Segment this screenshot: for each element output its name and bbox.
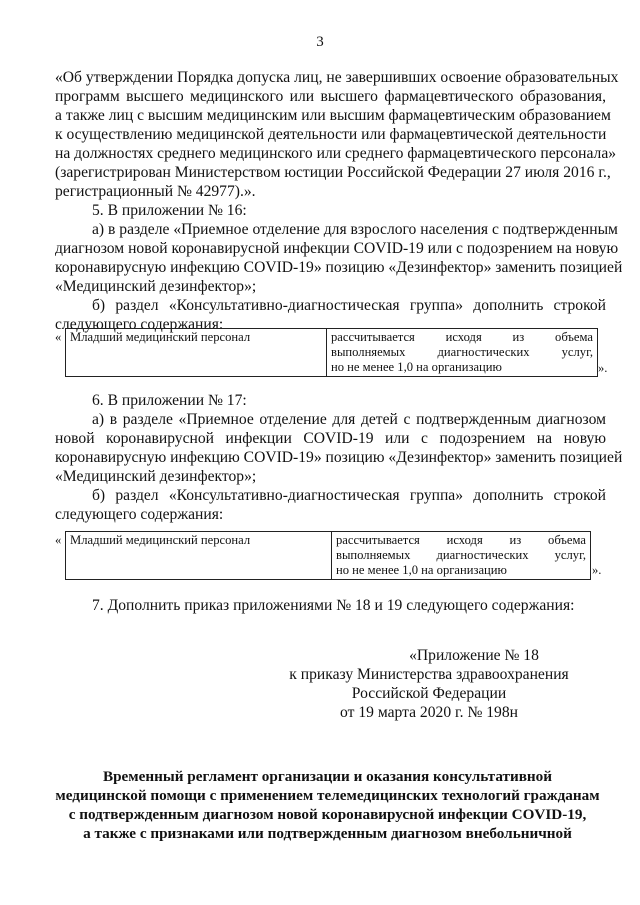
appendix-number: «Приложение № 18 — [409, 647, 539, 664]
table-cell-position: Младший медицинский персонал — [66, 532, 332, 579]
table-cell-position: Младший медицинский персонал — [66, 329, 327, 376]
title-line: медицинской помощи с применением телемедицинских технологий гражданам — [55, 787, 600, 804]
text-line: коронавирусную инфекцию COVID-19» позицию «Дезинфектор» заменить позицией — [55, 259, 623, 276]
close-quote: ». — [592, 563, 602, 577]
text-line: «Об утверждении Порядка допуска лиц, не завершивших освоение образовательных — [55, 69, 619, 86]
staff-table-17 — [65, 531, 591, 580]
close-quote: ». — [598, 361, 608, 375]
text-line: к осуществлению медицинской деятельности или фармацевтической деятельности — [55, 126, 607, 143]
appendix-line: к приказу Министерства здравоохранения — [289, 666, 569, 683]
text-line: а также лиц с высшим медицинским или высшим фармацевтическим образованием — [55, 107, 611, 124]
paragraph-order-citation — [55, 68, 623, 334]
title-line: а также с признаками или подтвержденным диагнозом внебольничной — [83, 825, 572, 842]
title-line: с подтвержденным диагнозом новой коронавирусной инфекции COVID-19, — [68, 806, 587, 823]
open-quote: « — [55, 330, 62, 344]
appendix-header — [284, 646, 574, 722]
text-line: но не менее 1,0 на организацию — [336, 563, 507, 577]
item-6-heading: 6. В приложении № 17: — [92, 392, 247, 409]
page-number: 3 — [316, 34, 324, 50]
text-line: (зарегистрирован Министерством юстиции Российской Федерации 27 июля 2016 г., — [55, 164, 611, 181]
appendix-line: Российской Федерации — [351, 685, 507, 702]
appendix-date: от 19 марта 2020 г. № 198н — [340, 704, 518, 721]
open-quote: « — [55, 533, 62, 547]
text-line: регистрационный № 42977).». — [55, 183, 256, 200]
text-line: новой коронавирусной инфекции COVID-19 или с подозрением на новую — [55, 430, 606, 447]
text-line: следующего содержания: — [55, 316, 224, 333]
text-line: диагнозом новой коронавирусной инфекции COVID-19 или с подозрением на новую — [55, 240, 619, 257]
text-line: программ высшего медицинского или высшего фармацевтического образования, — [55, 88, 606, 105]
text-line: а) в разделе «Приемное отделение для детей с подтвержденным диагнозом — [92, 411, 606, 428]
text-line: б) раздел «Консультативно-диагностическая группа» дополнить строкой — [92, 487, 606, 504]
paragraph-item-6 — [55, 391, 623, 524]
table-cell-norm — [327, 329, 597, 376]
item-5-heading: 5. В приложении № 16: — [92, 202, 247, 219]
text-line: следующего содержания: — [55, 506, 224, 523]
text-line: а) в разделе «Приемное отделение для взрослого населения с подтвержденным — [92, 221, 618, 238]
text-line: «Медицинский дезинфектор»; — [55, 278, 257, 295]
text-line: выполняемых диагностических услуг, — [331, 345, 593, 359]
staff-table-16 — [65, 328, 598, 377]
text-line: выполняемых диагностических услуг, — [336, 548, 586, 562]
text-line: «Медицинский дезинфектор»; — [55, 468, 257, 485]
regulation-title — [40, 767, 615, 843]
text-line: коронавирусную инфекцию COVID-19» позицию «Дезинфектор» заменить позицией — [55, 449, 623, 466]
text-line: б) раздел «Консультативно-диагностическая группа» дополнить строкой — [92, 297, 606, 314]
text-line: на должностях среднего медицинского или среднего фармацевтического персонала» — [55, 145, 617, 162]
title-line: Временный регламент организации и оказания консультативной — [102, 768, 553, 785]
paragraph-item-7 — [55, 596, 606, 615]
text-line: рассчитывается исходя из объема — [331, 330, 593, 344]
text-line: но не менее 1,0 на организацию — [331, 360, 502, 374]
table-cell-norm — [332, 532, 590, 579]
item-7-text: 7. Дополнить приказ приложениями № 18 и 19 следующего содержания: — [92, 597, 575, 614]
text-line: рассчитывается исходя из объема — [336, 533, 586, 547]
